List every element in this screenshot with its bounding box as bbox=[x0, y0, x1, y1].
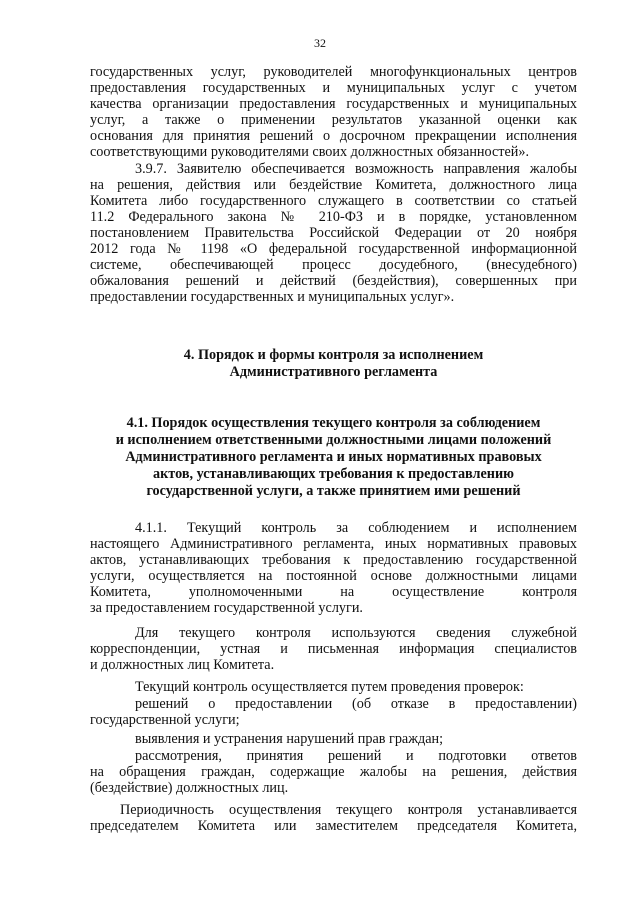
section41-title: Административного регламента и иных нормативных правовых bbox=[125, 449, 542, 465]
intro-line: государственных услуг, руководителей многофункциональных центров bbox=[90, 64, 577, 80]
intro-line: услуг, а также о применении результатов указанной оценки как bbox=[90, 112, 577, 128]
intro-line: качества организации предоставления государственных и муниципальных bbox=[90, 96, 577, 112]
p397-line: предоставлении государственных и муниципальных услуг». bbox=[90, 289, 455, 305]
p397-line: обжалования решений и действий (бездействия), совершенных при bbox=[90, 273, 577, 289]
check-decisions-line: решений о предоставлении (об отказе в предоставлении) bbox=[135, 696, 577, 712]
page-number: 32 bbox=[314, 36, 326, 50]
p411-line: настоящего Административного регламента, иных нормативных правовых bbox=[90, 536, 577, 552]
check-review-line: (бездействие) должностных лиц. bbox=[90, 780, 289, 796]
p411-line: услуги, осуществляется на постоянной основе должностными лицами bbox=[90, 568, 577, 584]
section41-title: 4.1. Порядок осуществления текущего контроля за соблюдением bbox=[126, 415, 541, 431]
p411-line: 4.1.1. Текущий контроль за соблюдением и исполнением bbox=[135, 520, 577, 536]
sources-line: и должностных лиц Комитета. bbox=[90, 657, 275, 673]
sources-line: Для текущего контроля используются сведения служебной bbox=[135, 625, 577, 641]
section4-title: Административного регламента bbox=[229, 364, 438, 380]
p397-line: 3.9.7. Заявителю обеспечивается возможность направления жалобы bbox=[135, 161, 577, 177]
periodicity-line: Периодичность осуществления текущего контроля устанавливается bbox=[120, 802, 577, 818]
p397-line: Комитета либо государственного служащего в соответствии со статьей bbox=[90, 193, 577, 209]
sources-line: корреспонденции, устная и письменная информация специалистов bbox=[90, 641, 577, 657]
p411-line: Комитета, уполномоченными на осуществление контроля bbox=[90, 584, 577, 600]
section4-title: 4. Порядок и формы контроля за исполнением bbox=[183, 347, 484, 363]
intro-line: основания для принятия решений о досрочном прекращении исполнения bbox=[90, 128, 577, 144]
check-decisions-line: государственной услуги; bbox=[90, 712, 240, 728]
p397-line: системе, обеспечивающей процесс досудебного, (внесудебного) bbox=[90, 257, 577, 273]
section41-title: государственной услуги, а также принятием ими решений bbox=[146, 483, 521, 499]
check-review-line: на обращения граждан, содержащие жалобы на решения, действия bbox=[90, 764, 577, 780]
p411-line: за предоставлением государственной услуги. bbox=[90, 600, 363, 616]
check-violations: выявления и устранения нарушений прав граждан; bbox=[135, 731, 444, 747]
checks-intro: Текущий контроль осуществляется путем проведения проверок: bbox=[135, 679, 524, 695]
intro-line: предоставления государственных и муниципальных услуг с учетом bbox=[90, 80, 577, 96]
periodicity-line: председателем Комитета или заместителем председателя Комитета, bbox=[90, 818, 577, 834]
section41-title: и исполнением ответственными должностными лицами положений bbox=[115, 432, 552, 448]
p397-line: на решения, действия или бездействие Комитета, должностного лица bbox=[90, 177, 577, 193]
p397-line: постановлением Правительства Российской Федерации от 20 ноября bbox=[90, 225, 577, 241]
section41-title: актов, устанавливающих требования к предоставлению bbox=[153, 466, 514, 482]
p397-line: 2012 года № 1198 «О федеральной государственной информационной bbox=[90, 241, 577, 257]
intro-line: соответствующими руководителями своих должностных обязанностей». bbox=[90, 144, 529, 160]
p411-line: актов, устанавливающих требования к предоставлению государственной bbox=[90, 552, 577, 568]
p397-line: 11.2 Федерального закона № 210-ФЗ и в порядке, установленном bbox=[90, 209, 577, 225]
check-review-line: рассмотрения, принятия решений и подготовки ответов bbox=[135, 748, 577, 764]
